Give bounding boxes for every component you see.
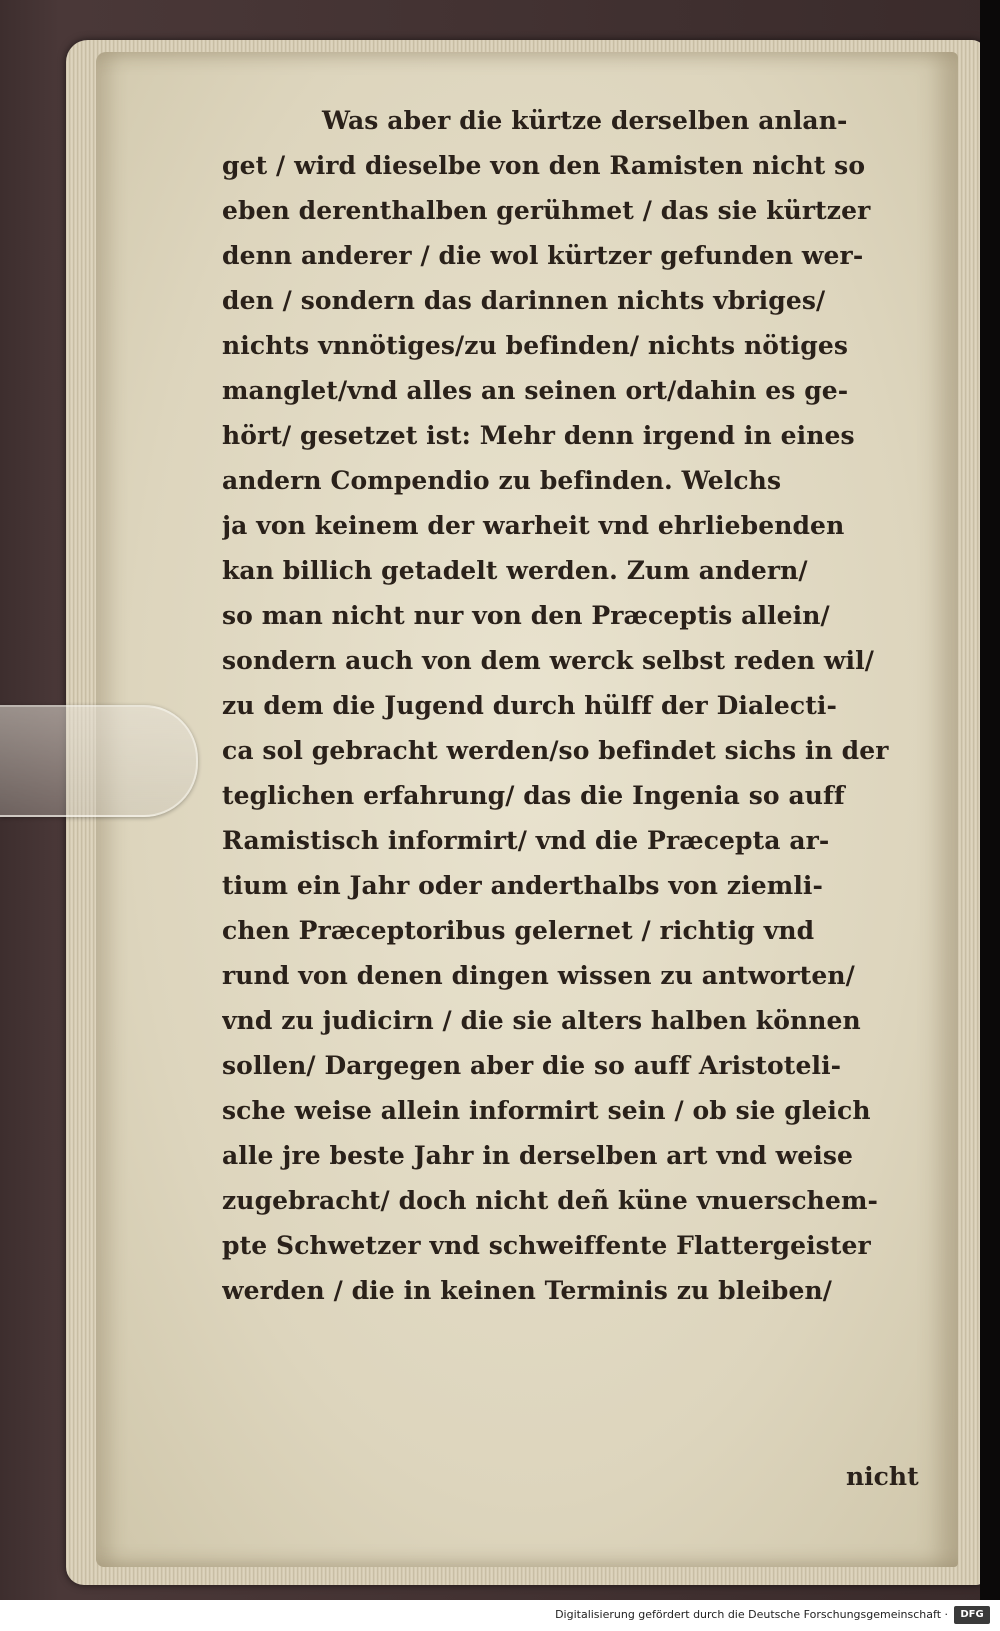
text-line: alle jre beste Jahr in derselben art vnd weise bbox=[222, 1141, 854, 1170]
text-line: kan billich getadelt werden. Zum andern/ bbox=[222, 556, 808, 585]
text-line: manglet/vnd alles an seinen ort/dahin es ge- bbox=[222, 376, 849, 405]
right-shadow bbox=[980, 0, 1000, 1600]
text-line: zu dem die Jugend durch hülff der Dialecti- bbox=[222, 691, 837, 720]
text-line: chen Præceptoribus gelernet / richtig vnd bbox=[222, 916, 815, 945]
text-line: ja von keinem der warheit vnd ehrliebenden bbox=[222, 511, 845, 540]
text-line: denn anderer / die wol kürtzer gefunden wer- bbox=[222, 241, 864, 270]
text-line: hört/ gesetzet ist: Mehr denn irgend in eines bbox=[222, 421, 855, 450]
text-line: rund von denen dingen wissen zu antworten/ bbox=[222, 961, 855, 990]
text-line: ca sol gebracht werden/so befindet sichs in der bbox=[222, 736, 889, 765]
text-line: sondern auch von dem werck selbst reden wil/ bbox=[222, 646, 874, 675]
text-line: Ramistisch informirt/ vnd die Præcepta ar- bbox=[222, 826, 830, 855]
text-line: Was aber die kürtze derselben anlan- bbox=[322, 106, 848, 135]
text-line: den / sondern das darinnen nichts vbriges/ bbox=[222, 286, 826, 315]
text-line: eben derenthalben gerühmet / das sie kürtzer bbox=[222, 196, 871, 225]
dfg-logo: DFG bbox=[954, 1606, 990, 1624]
text-line: sche weise allein informirt sein / ob sie gleich bbox=[222, 1096, 871, 1125]
text-line: so man nicht nur von den Præceptis allein/ bbox=[222, 601, 830, 630]
page-text bbox=[222, 98, 942, 1313]
text-line: zugebracht/ doch nicht deñ küne vnuerschem- bbox=[222, 1186, 878, 1215]
text-line: sollen/ Dargegen aber die so auff Aristoteli- bbox=[222, 1051, 842, 1080]
footer-credit: Digitalisierung gefördert durch die Deutsche Forschungsgemeinschaft · bbox=[555, 1608, 948, 1621]
catchword: nicht bbox=[846, 1462, 919, 1491]
text-line: teglichen erfahrung/ das die Ingenia so auff bbox=[222, 781, 845, 810]
text-line: werden / die in keinen Terminis zu bleiben/ bbox=[222, 1276, 833, 1305]
text-line: andern Compendio zu befinden. Welchs bbox=[222, 466, 782, 495]
text-line: nichts vnnötiges/zu befinden/ nichts nötiges bbox=[222, 331, 849, 360]
text-line: pte Schwetzer vnd schweiffente Flattergeister bbox=[222, 1231, 871, 1260]
footer-bar bbox=[0, 1600, 1000, 1631]
plastic-clip bbox=[0, 705, 198, 817]
text-line: tium ein Jahr oder anderthalbs von ziemli- bbox=[222, 871, 823, 900]
text-line: get / wird dieselbe von den Ramisten nicht so bbox=[222, 151, 866, 180]
text-line: vnd zu judicirn / die sie alters halben können bbox=[222, 1006, 861, 1035]
